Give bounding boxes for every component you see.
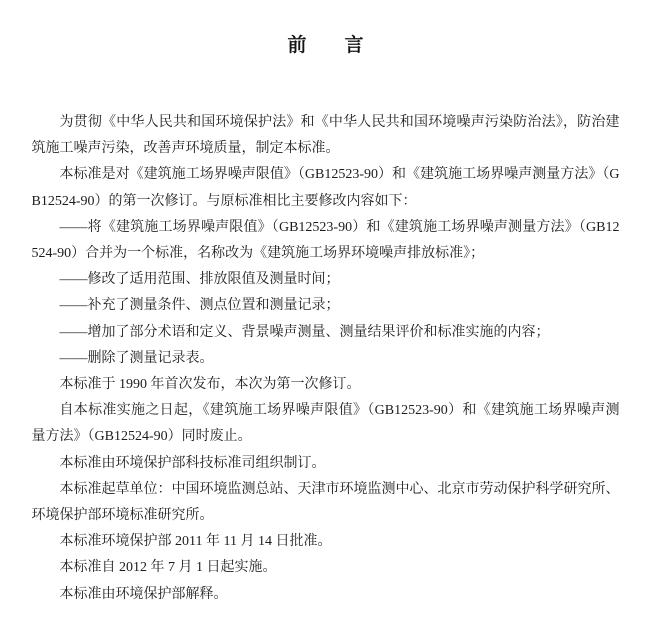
paragraph-change-scope: ——修改了适用范围、排放限值及测量时间；: [59, 272, 340, 288]
paragraph-interpretation: 本标准由环境保护部解释。: [59, 586, 228, 602]
paragraph-change-merge: ——将《建筑施工场界噪声限值》（GB12523-90）和《建筑施工场界噪声测量方法》（GB12524-90）合并为一个标准，名称改为《建筑施工场界环境噪声排放标准》；: [31, 219, 620, 262]
paragraph-intro: 为贯彻《中华人民共和国环境保护法》和《中华人民共和国环境噪声污染防治法》，防治建筑施工噪声污染，改善声环境质量，制定本标准。: [31, 115, 620, 157]
paragraph-change-supplement: ——补充了测量条件、测点位置和测量记录；: [59, 298, 340, 314]
paragraph-approval-date: 本标准环境保护部 2011 年 11 月 14 日批准。: [59, 534, 332, 550]
page-title: 前 言: [287, 35, 364, 56]
paragraph-revision-basis: 本标准是对《建筑施工场界噪声限值》（GB12523-90）和《建筑施工场界噪声测量方法》（GB12524-90）的第一次修订。与原标准相比主要修改内容如下：: [31, 167, 620, 209]
paragraph-change-additions: ——增加了部分术语和定义、背景噪声测量、测量结果评价和标准实施的内容；: [59, 324, 550, 340]
paragraph-first-issue: 本标准于 1990 年首次发布，本次为第一次修订。: [59, 377, 361, 393]
paragraph-drafting-units: 本标准起草单位：中国环境监测总站、天津市环境监测中心、北京市劳动保护科学研究所、环境保护部环境标准研究所。: [31, 481, 620, 524]
paragraph-implementation-date: 本标准自 2012 年 7 月 1 日起实施。: [59, 560, 277, 576]
document-body: [32, 110, 620, 608]
paragraph-organizer: 本标准由环境保护部科技标准司组织制订。: [59, 455, 326, 471]
paragraph-supersedes: 自本标准实施之日起，《建筑施工场界噪声限值》（GB12523-90）和《建筑施工场界噪声测量方法》（GB12524-90）同时废止。: [31, 403, 620, 445]
paragraph-change-deletion: ——删除了测量记录表。: [59, 350, 214, 366]
